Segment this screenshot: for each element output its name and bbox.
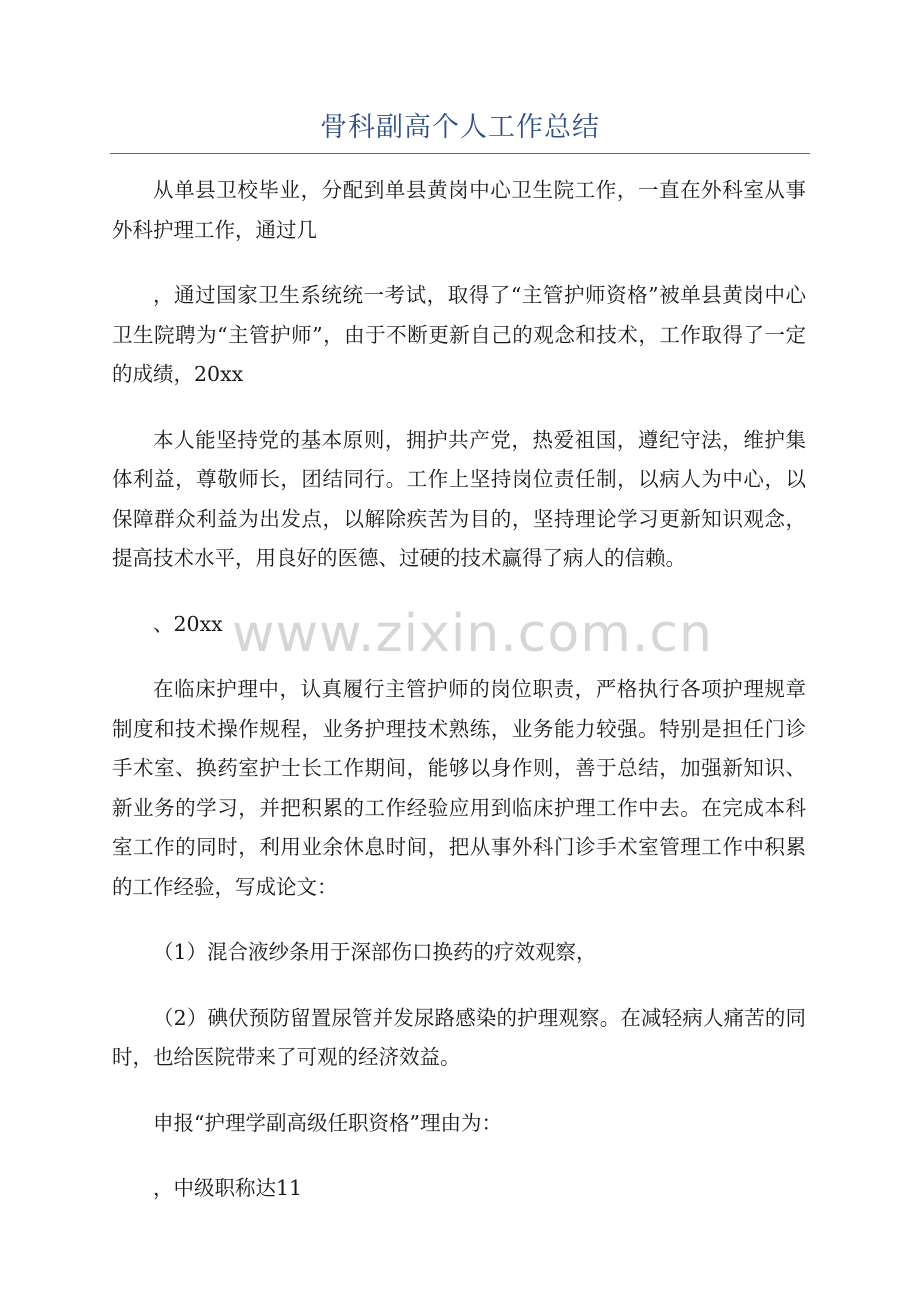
title-underline <box>110 153 810 154</box>
paragraph: 在临床护理中，认真履行主管护师的岗位职责，严格执行各项护理规章制度和技术操作规程，业务护理技术熟练，业务能力较强。特别是担任门诊手术室、换药室护士长工作期间，能够以身作则，善于总结，加强新知识、新业务的学习，并把积累的工作经验应用到临床护理工作中去。在完成本科室工作的同时，利用业余休息时间，把从事外科门诊手术室管理工作中积累的工作经验，写成论文： <box>112 677 806 899</box>
document-body <box>112 171 806 1235</box>
paragraph: （1）混合液纱条用于深部伤口换药的疗效观察， <box>153 940 597 964</box>
paragraph: 、20xx <box>153 611 223 636</box>
paragraph: （2）碘伏预防留置尿管并发尿路感染的护理观察。在减轻病人痛苦的同时，也给医院带来了可观的经济效益。 <box>112 1005 806 1069</box>
paragraph: ，中级职称达11 <box>153 1176 303 1200</box>
watermark: www.zixin.com.cn <box>232 604 713 664</box>
paragraph: 从单县卫校毕业，分配到单县黄岗中心卫生院工作，一直在外科室从事外科护理工作，通过几 <box>112 178 806 242</box>
paragraph: ，通过国家卫生系统统一考试，取得了“主管护师资格”被单县黄岗中心卫生院聘为“主管护师”，由于不断更新自己的观念和技术，工作取得了一定的成绩，20xx <box>112 283 806 386</box>
document-title: 骨科副高个人工作总结 <box>320 112 600 143</box>
paragraph: 本人能坚持党的基本原则，拥护共产党，热爱祖国，遵纪守法，维护集体利益，尊敬师长，团结同行。工作上坚持岗位责任制，以病人为中心，以保障群众利益为出发点，以解除疾苦为目的，坚持理论学习更新知识观念，提高技术水平，用良好的医德、过硬的技术赢得了病人的信赖。 <box>112 427 806 570</box>
paragraph: 申报“护理学副高级任职资格”理由为： <box>153 1110 502 1135</box>
